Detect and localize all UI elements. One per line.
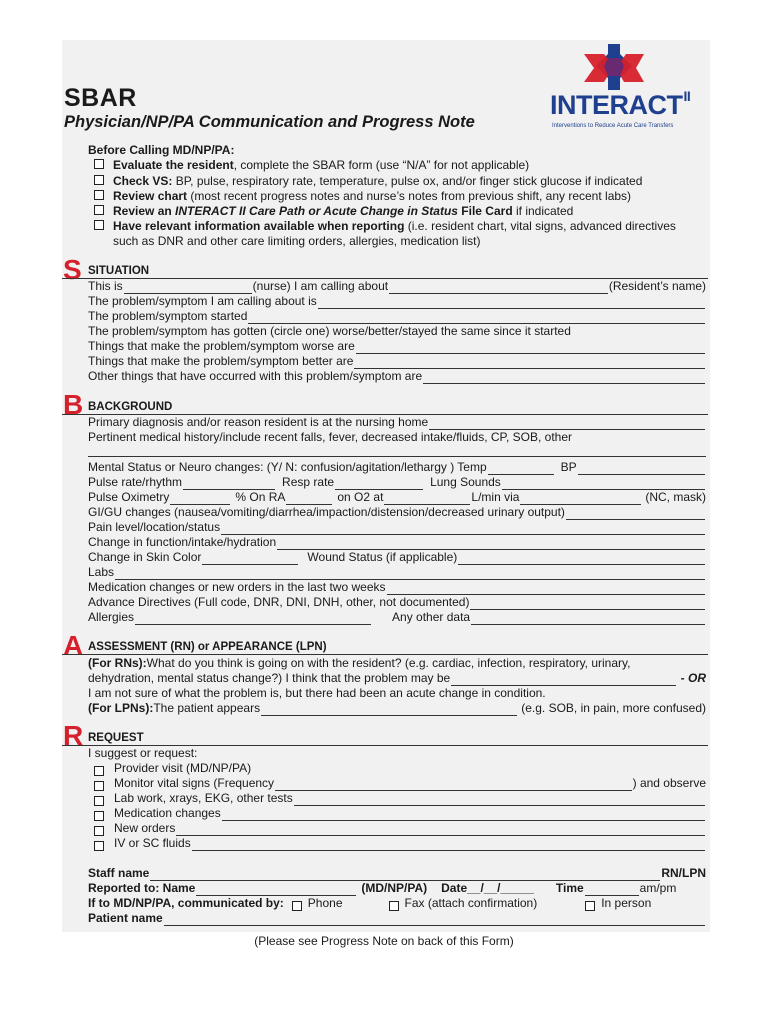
better-field[interactable] xyxy=(354,357,705,369)
request-item-provider[interactable]: Provider visit (MD/NP/PA) xyxy=(94,761,706,776)
situation-row: The problem/symptom I am calling about is xyxy=(88,294,706,309)
resident-name-field[interactable] xyxy=(389,282,608,294)
problem-field[interactable] xyxy=(318,297,705,309)
request-item-orders[interactable]: New orders xyxy=(94,821,706,836)
bp-field[interactable] xyxy=(578,463,705,475)
wound-field[interactable] xyxy=(458,553,705,565)
background-row: Labs xyxy=(88,565,706,580)
started-field[interactable] xyxy=(248,312,705,324)
checkbox[interactable] xyxy=(94,796,104,806)
checkbox[interactable] xyxy=(94,841,104,851)
background-row: Pulse Oximetry % On RA on O2 at L/min via (NC, mask) xyxy=(88,490,706,504)
checklist-item-relevant-info-cont: such as DNR and other care limiting orders, allergies, medication list) xyxy=(113,234,481,248)
checkbox[interactable] xyxy=(94,826,104,836)
checklist-item-evaluate[interactable]: Evaluate the resident, complete the SBAR form (use “N/A” for not applicable) xyxy=(94,158,529,173)
section-title-request: REQUEST xyxy=(88,732,144,744)
on-ra-field[interactable] xyxy=(286,493,332,505)
assessment-row: (For RNs): What do you think is going on with the resident? (e.g. cardiac, infection, respiratory, urinary, xyxy=(88,656,631,670)
rn-problem-field[interactable] xyxy=(451,674,675,686)
situation-row: Things that make the problem/symptom worse are xyxy=(88,339,706,354)
checkbox[interactable] xyxy=(94,220,104,230)
skin-color-field[interactable] xyxy=(202,553,298,565)
labs-field[interactable] xyxy=(115,568,705,580)
checklist-item-review-chart[interactable]: Review chart (most recent progress notes and nurse’s notes from previous shift, any recent labs) xyxy=(94,189,631,204)
background-row: Primary diagnosis and/or reason resident is at the nursing home xyxy=(88,415,706,430)
checklist-item-check-vs[interactable]: Check VS: BP, pulse, respiratory rate, temperature, pulse ox, and/or finger stick glucose if indicated xyxy=(94,174,642,189)
section-letter-s: S xyxy=(63,254,82,285)
patient-appears-field[interactable] xyxy=(261,704,517,716)
checkbox[interactable] xyxy=(94,811,104,821)
via-field[interactable] xyxy=(520,493,641,505)
frequency-field[interactable] xyxy=(275,779,632,791)
background-row: Allergies Any other data xyxy=(88,610,706,625)
advance-directives-field[interactable] xyxy=(470,598,705,610)
section-letter-b: B xyxy=(63,389,84,420)
request-item-iv[interactable]: IV or SC fluids xyxy=(94,836,706,851)
back-of-form-note: (Please see Progress Note on back of this Form) xyxy=(254,934,514,948)
form-title: SBAR xyxy=(64,84,137,112)
temp-field[interactable] xyxy=(488,463,554,475)
gigu-field[interactable] xyxy=(566,508,705,520)
reported-row: Reported to: Name (MD/NP/PA) Date__/__/_____ Time am/pm xyxy=(88,881,677,895)
background-row: Change in Skin Color Wound Status (if applicable) xyxy=(88,550,706,565)
background-row: Pertinent medical history/include recent falls, fever, decreased intake/fluids, CP, SOB, other xyxy=(88,430,573,444)
section-letter-r: R xyxy=(63,720,84,751)
resp-rate-field[interactable] xyxy=(335,478,423,490)
checkbox[interactable] xyxy=(94,159,104,169)
background-row: Medication changes or new orders in the last two weeks xyxy=(88,580,706,595)
pulse-ox-field[interactable] xyxy=(170,493,230,505)
other-things-field[interactable] xyxy=(423,372,705,384)
checklist-item-relevant-info[interactable]: Have relevant information available when reporting (i.e. resident chart, vital signs, advanced directives xyxy=(94,219,676,234)
checkbox-phone[interactable] xyxy=(292,901,302,911)
interact-logo-icon xyxy=(548,44,710,94)
lab-field[interactable] xyxy=(294,794,705,806)
section-title-situation: SITUATION xyxy=(88,265,150,277)
checkbox[interactable] xyxy=(94,781,104,791)
new-orders-field[interactable] xyxy=(176,824,705,836)
section-letter-a: A xyxy=(63,630,84,661)
checkbox[interactable] xyxy=(94,766,104,776)
patient-row: Patient name xyxy=(88,911,706,926)
request-intro: I suggest or request: xyxy=(88,746,198,760)
background-row: Change in function/intake/hydration xyxy=(88,535,706,550)
request-item-meds[interactable]: Medication changes xyxy=(94,806,706,821)
situation-row: Other things that have occurred with this problem/symptom are xyxy=(88,369,706,384)
checkbox[interactable] xyxy=(94,205,104,215)
iv-field[interactable] xyxy=(192,839,705,851)
checklist-item-review-care-path[interactable]: Review an INTERACT II Care Path or Acute Change in Status File Card if indicated xyxy=(94,204,573,219)
section-title-assessment: ASSESSMENT (RN) or APPEARANCE (LPN) xyxy=(88,641,327,653)
background-row: GI/GU changes (nausea/vomiting/diarrhea/impaction/distension/decreased urinary output) xyxy=(88,505,706,520)
communicated-row: If to MD/NP/PA, communicated by: Phone Fax (attach confirmation) In person xyxy=(88,896,652,910)
allergies-field[interactable] xyxy=(135,613,371,625)
request-item-monitor[interactable]: Monitor vital signs (Frequency ) and observe xyxy=(94,776,706,791)
situation-this-is-row: This is (nurse) I am calling about (Resident’s name) xyxy=(88,279,706,293)
nurse-name-field[interactable] xyxy=(124,282,252,294)
reported-name-field[interactable] xyxy=(196,884,356,896)
checkbox[interactable] xyxy=(94,175,104,185)
background-row: Advance Directives (Full code, DNR, DNI, DNH, other, not documented) xyxy=(88,595,706,610)
patient-name-field[interactable] xyxy=(164,914,705,926)
situation-row: The problem/symptom started xyxy=(88,309,706,324)
staff-name-field[interactable] xyxy=(150,869,660,881)
other-data-field[interactable] xyxy=(471,613,705,625)
before-calling-heading: Before Calling MD/NP/PA: xyxy=(88,143,235,157)
checkbox[interactable] xyxy=(94,190,104,200)
staff-row: Staff name RN/LPN xyxy=(88,866,706,880)
assessment-row: (For LPNs): The patient appears (e.g. SOB, in pain, more confused) xyxy=(88,701,706,715)
section-title-background: BACKGROUND xyxy=(88,401,173,413)
lung-sounds-field[interactable] xyxy=(502,478,705,490)
background-row: Pulse rate/rhythm Resp rate Lung Sounds xyxy=(88,475,706,490)
section-rule xyxy=(62,654,708,655)
med-change-field[interactable] xyxy=(222,809,705,821)
pulse-rate-field[interactable] xyxy=(183,478,275,490)
checkbox-fax[interactable] xyxy=(389,901,399,911)
form-subtitle: Physician/NP/PA Communication and Progress Note xyxy=(64,113,475,131)
background-row: Pain level/location/status xyxy=(88,520,706,535)
function-field[interactable] xyxy=(277,538,705,550)
pain-field[interactable] xyxy=(221,523,705,535)
situation-row: The problem/symptom has gotten (circle one) worse/better/stayed the same since it started xyxy=(88,324,571,338)
checkbox-in-person[interactable] xyxy=(585,901,595,911)
logo-tagline: Interventions to Reduce Acute Care Transfers xyxy=(552,123,674,129)
request-item-lab[interactable]: Lab work, xrays, EKG, other tests xyxy=(94,791,706,806)
primary-diagnosis-field[interactable] xyxy=(429,418,705,430)
situation-row: Things that make the problem/symptom better are xyxy=(88,354,706,369)
med-changes-field[interactable] xyxy=(387,583,706,595)
on-o2-field[interactable] xyxy=(384,493,470,505)
logo-wordmark: $INTERACT^{II}$ xyxy=(550,88,691,120)
time-field[interactable] xyxy=(585,884,639,896)
interact-logo xyxy=(548,44,710,136)
history-field[interactable] xyxy=(88,456,706,457)
assessment-row: I am not sure of what the problem is, but there had been an acute change in condition. xyxy=(88,686,546,700)
background-row: Mental Status or Neuro changes: (Y/ N: confusion/agitation/lethargy ) Temp BP xyxy=(88,460,706,475)
assessment-row: dehydration, mental status change?) I think that the problem may be - OR xyxy=(88,671,706,685)
worse-field[interactable] xyxy=(356,342,705,354)
